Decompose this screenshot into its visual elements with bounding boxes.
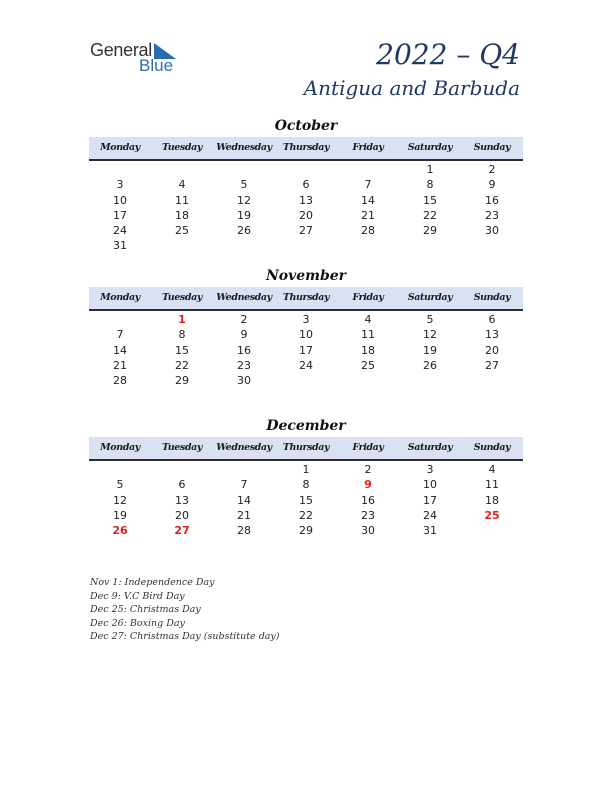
- weekday-label: Tuesday: [161, 292, 202, 303]
- month-october: [89, 117, 523, 254]
- day-cell: 6: [488, 313, 496, 326]
- empty-day-cell: [399, 373, 461, 388]
- day-cell: 17: [423, 493, 437, 507]
- weekday-label: Friday: [352, 442, 384, 453]
- month-grid: [89, 461, 523, 538]
- weekday-label: Sunday: [473, 142, 511, 153]
- day-cell: 9: [240, 328, 248, 342]
- day-cell: 7: [240, 478, 248, 492]
- day-cell: 12: [423, 328, 437, 342]
- day-cell: 20: [485, 343, 499, 357]
- page-subtitle: Antigua and Barbuda: [303, 76, 520, 100]
- empty-day-cell: [337, 373, 399, 388]
- empty-day-cell: [461, 373, 523, 388]
- day-cell: 12: [237, 193, 251, 207]
- brand-word-blue: Blue: [139, 56, 174, 75]
- day-cell: 2: [364, 463, 372, 476]
- empty-day-cell: [337, 238, 399, 253]
- day-cell: 4: [364, 313, 372, 326]
- day-cell: 22: [299, 508, 313, 522]
- day-cell: 30: [361, 524, 375, 538]
- day-cell: 1: [302, 463, 310, 476]
- empty-day-cell: [399, 238, 461, 253]
- week-row: [89, 193, 523, 208]
- day-cell: 14: [113, 343, 127, 357]
- day-cell: 1: [426, 163, 434, 176]
- weekday-label: Friday: [352, 292, 384, 303]
- day-cell: 15: [299, 493, 313, 507]
- day-cell: 11: [361, 328, 375, 342]
- month-title: November: [265, 268, 347, 284]
- day-cell: 30: [485, 224, 499, 238]
- day-cell: 8: [302, 478, 310, 492]
- empty-day-cell: [151, 162, 213, 177]
- day-cell: 16: [361, 493, 375, 507]
- day-cell: 19: [237, 208, 251, 222]
- day-cell: 19: [113, 508, 127, 522]
- day-cell: 7: [364, 178, 372, 192]
- day-cell: 23: [485, 208, 499, 222]
- weekday-label: Monday: [100, 142, 140, 153]
- empty-day-cell: [151, 238, 213, 253]
- week-row: [89, 223, 523, 238]
- day-cell: 26: [237, 224, 251, 238]
- day-cell: 8: [426, 178, 434, 192]
- weekday-label: Saturday: [407, 142, 453, 153]
- empty-day-cell: [89, 462, 151, 477]
- holiday-note: Dec 27: Christmas Day (substitute day): [90, 631, 280, 643]
- week-row: [89, 312, 523, 327]
- brand-word-general: General: [90, 40, 152, 60]
- day-cell: 4: [488, 463, 496, 476]
- day-cell: 29: [175, 374, 189, 388]
- day-cell: 8: [178, 328, 186, 342]
- week-row: [89, 523, 523, 538]
- holiday-day-cell: 27: [174, 524, 190, 538]
- holiday-day-cell: 25: [484, 508, 500, 522]
- empty-day-cell: [275, 162, 337, 177]
- empty-day-cell: [213, 238, 275, 253]
- month-grid: [89, 161, 523, 254]
- week-row: [89, 477, 523, 492]
- weekday-label: Wednesday: [216, 292, 272, 303]
- day-cell: 16: [237, 343, 251, 357]
- week-row: [89, 343, 523, 358]
- weekday-label: Saturday: [407, 442, 453, 453]
- day-cell: 3: [302, 313, 310, 326]
- day-cell: 20: [175, 508, 189, 522]
- week-row: [89, 208, 523, 223]
- week-row: [89, 238, 523, 253]
- empty-day-cell: [89, 162, 151, 177]
- day-cell: 31: [423, 524, 437, 538]
- day-cell: 15: [175, 343, 189, 357]
- day-cell: 26: [423, 358, 437, 372]
- weekday-header: [89, 287, 523, 311]
- weekday-label: Tuesday: [161, 442, 202, 453]
- weekday-label: Wednesday: [216, 442, 272, 453]
- empty-day-cell: [213, 162, 275, 177]
- week-row: [89, 462, 523, 477]
- day-cell: 6: [178, 478, 186, 492]
- day-cell: 24: [113, 224, 127, 238]
- day-cell: 17: [299, 343, 313, 357]
- day-cell: 27: [299, 224, 313, 238]
- day-cell: 17: [113, 208, 127, 222]
- holiday-note: Dec 9: V.C Bird Day: [90, 590, 185, 602]
- day-cell: 2: [488, 163, 496, 176]
- week-row: [89, 327, 523, 342]
- day-cell: 18: [485, 493, 499, 507]
- day-cell: 24: [299, 358, 313, 372]
- brand-logo: [90, 40, 190, 76]
- empty-day-cell: [461, 238, 523, 253]
- day-cell: 16: [485, 193, 499, 207]
- day-cell: 23: [237, 358, 251, 372]
- page-title: 2022 – Q4: [376, 38, 520, 71]
- day-cell: 11: [485, 478, 499, 492]
- day-cell: 23: [361, 508, 375, 522]
- month-title: October: [274, 118, 338, 134]
- day-cell: 3: [116, 178, 124, 192]
- day-cell: 31: [113, 239, 127, 253]
- day-cell: 22: [423, 208, 437, 222]
- day-cell: 21: [113, 358, 127, 372]
- month-november: [89, 267, 523, 388]
- day-cell: 21: [237, 508, 251, 522]
- day-cell: 15: [423, 193, 437, 207]
- day-cell: 11: [175, 193, 189, 207]
- day-cell: 28: [237, 524, 251, 538]
- day-cell: 13: [485, 328, 499, 342]
- weekday-label: Thursday: [282, 442, 330, 453]
- day-cell: 4: [178, 178, 186, 192]
- holiday-note: Dec 25: Christmas Day: [90, 604, 201, 616]
- week-row: [89, 508, 523, 523]
- day-cell: 14: [361, 193, 375, 207]
- week-row: [89, 373, 523, 388]
- weekday-label: Thursday: [282, 142, 330, 153]
- week-row: [89, 358, 523, 373]
- holiday-day-cell: 9: [364, 478, 372, 492]
- empty-day-cell: [275, 238, 337, 253]
- day-cell: 2: [240, 313, 248, 326]
- weekday-label: Thursday: [282, 292, 330, 303]
- day-cell: 5: [116, 478, 124, 492]
- empty-day-cell: [275, 373, 337, 388]
- day-cell: 27: [485, 358, 499, 372]
- day-cell: 25: [175, 224, 189, 238]
- empty-day-cell: [89, 312, 151, 327]
- weekday-label: Sunday: [473, 442, 511, 453]
- day-cell: 30: [237, 374, 251, 388]
- weekday-label: Saturday: [407, 292, 453, 303]
- day-cell: 13: [299, 193, 313, 207]
- day-cell: 19: [423, 343, 437, 357]
- weekday-label: Tuesday: [161, 142, 202, 153]
- week-row: [89, 177, 523, 192]
- day-cell: 13: [175, 493, 189, 507]
- holiday-day-cell: 26: [112, 524, 128, 538]
- empty-day-cell: [213, 462, 275, 477]
- day-cell: 29: [299, 524, 313, 538]
- month-title: December: [266, 418, 346, 434]
- empty-day-cell: [151, 462, 213, 477]
- day-cell: 9: [488, 178, 496, 192]
- day-cell: 22: [175, 358, 189, 372]
- day-cell: 25: [361, 358, 375, 372]
- holiday-note: Dec 26: Boxing Day: [90, 617, 185, 629]
- day-cell: 5: [426, 313, 434, 326]
- day-cell: 10: [299, 328, 313, 342]
- empty-day-cell: [337, 162, 399, 177]
- day-cell: 21: [361, 208, 375, 222]
- day-cell: 12: [113, 493, 127, 507]
- day-cell: 18: [175, 208, 189, 222]
- holiday-day-cell: 1: [178, 313, 186, 326]
- week-row: [89, 493, 523, 508]
- weekday-label: Wednesday: [216, 142, 272, 153]
- weekday-header: [89, 137, 523, 161]
- holiday-note: Nov 1: Independence Day: [90, 577, 215, 588]
- day-cell: 28: [361, 224, 375, 238]
- day-cell: 3: [426, 463, 434, 476]
- weekday-header: [89, 437, 523, 461]
- week-row: [89, 162, 523, 177]
- day-cell: 10: [423, 478, 437, 492]
- day-cell: 20: [299, 208, 313, 222]
- day-cell: 29: [423, 224, 437, 238]
- day-cell: 7: [116, 328, 124, 342]
- day-cell: 6: [302, 178, 310, 192]
- day-cell: 5: [240, 178, 248, 192]
- weekday-label: Sunday: [473, 292, 511, 303]
- month-december: [89, 417, 523, 538]
- weekday-label: Friday: [352, 142, 384, 153]
- day-cell: 28: [113, 374, 127, 388]
- day-cell: 10: [113, 193, 127, 207]
- weekday-label: Monday: [100, 442, 140, 453]
- day-cell: 14: [237, 493, 251, 507]
- day-cell: 18: [361, 343, 375, 357]
- weekday-label: Monday: [100, 292, 140, 303]
- month-grid: [89, 311, 523, 388]
- day-cell: 24: [423, 508, 437, 522]
- holiday-notes: [90, 576, 280, 644]
- empty-day-cell: [461, 523, 523, 538]
